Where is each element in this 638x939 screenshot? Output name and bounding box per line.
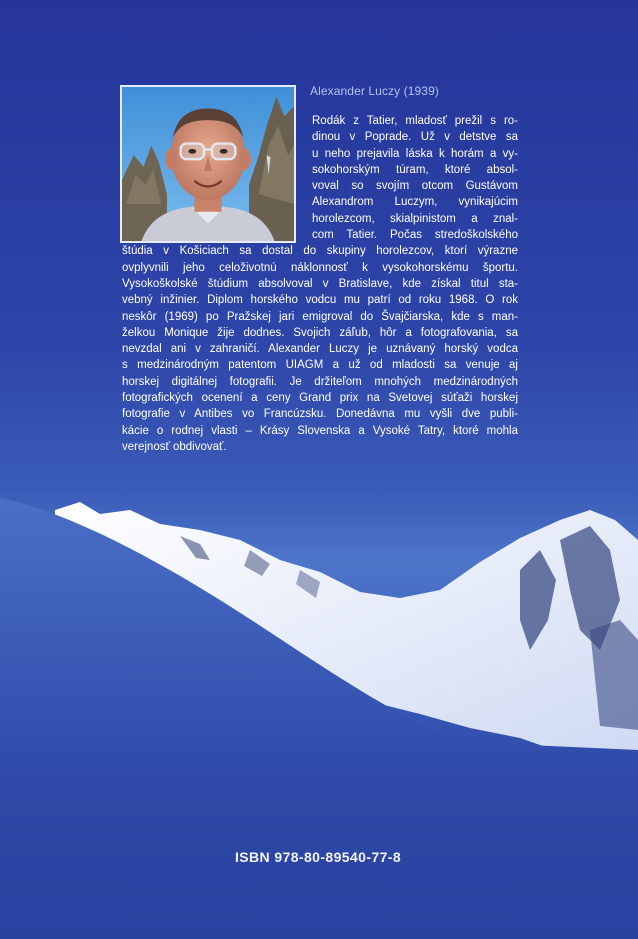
bio-line: neskôr (1969) po Pražskej jari emigroval do Švajčiarska, kde s man- [122, 310, 518, 323]
isbn-number: ISBN 978-80-89540-77-8 [235, 849, 402, 865]
bio-line: fotografických ocenení a ceny Grand prix na Svetovej súťaži horskej [122, 392, 518, 405]
author-biography [122, 113, 518, 455]
bio-line: nevzdal ani v zahraničí. Alexander Luczy je uznávaný horský vodca [122, 343, 518, 356]
bio-line: horolezcom, skialpinistom a znal- [312, 212, 518, 225]
bio-line: u neho prejavila láska k horám a vy- [312, 147, 518, 160]
bio-line: štúdia v Košiciach sa dostal do skupiny horolezcov, ktorí výrazne [122, 245, 518, 258]
bio-line: Alexandrom Luczym, vynikajúcim [312, 196, 518, 209]
bio-line: dinou v Poprade. Už v detstve sa [312, 131, 518, 144]
bio-line: Rodák z Tatier, mladosť prežil s ro- [312, 115, 518, 127]
bio-line: voval so svojím otcom Gustávom [312, 180, 518, 193]
snowy-mountain-ridge-photo [0, 480, 638, 780]
bio-line: vebný inžinier. Diplom horského vodcu mu patrí od roku 1968. O rok [122, 294, 518, 307]
bio-line: ovplyvnili jeho celoživotnú náklonnosť k vysokohorskému športu. [122, 261, 518, 274]
bio-line: sokohorským túram, ktoré absol- [312, 163, 518, 176]
bio-line: želkou Monique žije dodnes. Svojich záľub, hôr a fotografovania, sa [122, 326, 518, 339]
bio-line: s medzinárodným patentom UIAGM a už od mladosti sa venuje aj [122, 359, 518, 372]
bio-line: verejnosť obdivovať. [122, 440, 227, 453]
bio-line: fotografie v Antibes vo Francúzsku. Donedávna mu vyšli dve publi- [122, 408, 518, 421]
bio-line: com Tatier. Počas stredoškolského [312, 229, 518, 242]
author-name: Alexander Luczy (1939) [310, 84, 439, 98]
bio-line: Vysokoškolské štúdium absolvoval v Bratislave, kde získal titul sta- [122, 277, 518, 290]
bio-line: horskej digitálnej fotografii. Je držiteľom mnohých medzinárodných [122, 375, 518, 388]
bio-line: kácie o rodnej vlasti – Krásy Slovenska a Vysoké Tatry, ktoré mohla [122, 424, 518, 437]
